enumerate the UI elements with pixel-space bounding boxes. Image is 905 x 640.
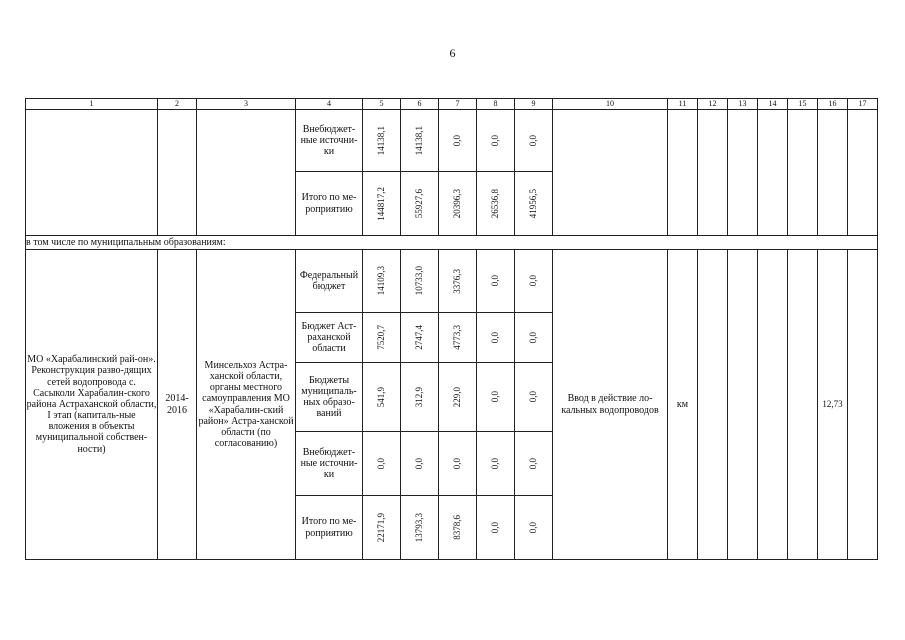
empty-cell: [788, 250, 818, 560]
amount-value: 0,0: [528, 521, 538, 534]
column-number: 6: [401, 99, 439, 110]
funding-source: Федеральный бюджет: [296, 250, 363, 313]
amount-value: 0,0: [490, 391, 500, 403]
amount-value: 0,0: [376, 457, 386, 470]
amount-value: 0,0: [528, 134, 538, 147]
amount-value: 14109,3: [376, 266, 386, 296]
column-number: 4: [296, 99, 363, 110]
column-number: 10: [553, 99, 668, 110]
funding-source: Внебюджет-ные источни-ки: [296, 110, 363, 172]
amount-value: 0,0: [452, 134, 462, 147]
amount-value: 8378,6: [452, 515, 462, 540]
column-number: 2: [158, 99, 197, 110]
empty-cell: [758, 110, 788, 236]
amount-value: 3376,3: [452, 268, 462, 294]
amount-value: 22171,9: [376, 512, 386, 543]
column-number: 12: [698, 99, 728, 110]
column-number: 17: [848, 99, 878, 110]
empty-cell: [788, 110, 818, 236]
funding-source: Внебюджет-ные источни-ки: [296, 432, 363, 496]
amount-value: 0,0: [528, 457, 538, 470]
column-number: 9: [515, 99, 553, 110]
period: 2014-2016: [158, 250, 197, 560]
amount-value: 14138,1: [414, 125, 424, 156]
indicator-cell: [553, 110, 668, 236]
section-row: [26, 236, 878, 250]
executor: Минсельхоз Астра-ханской области, органы местного самоуправления МО «Харабалин-ский район» Астра-ханской области (по согласованию): [197, 250, 296, 560]
page-number: 6: [449, 46, 456, 60]
amount-value: 55927,6: [414, 188, 424, 219]
amount-value: 0,0: [414, 457, 424, 470]
amount-value: 20396,3: [452, 188, 462, 219]
amount-value: 0,0: [490, 275, 500, 287]
program-table: [25, 98, 878, 560]
section-title: в том числе по муниципальным образованиям:: [26, 236, 878, 250]
empty-cell: [848, 110, 878, 236]
amount-value: 0,0: [490, 521, 500, 534]
amount-value: 10733,0: [414, 266, 424, 296]
amount-value: 0,0: [490, 134, 500, 147]
amount-value: 41956,5: [528, 188, 538, 219]
amount-value: 0,0: [490, 457, 500, 470]
target-value: 12,73: [818, 250, 848, 560]
funding-source: Бюджеты муниципаль-ных образо-ваний: [296, 363, 363, 432]
amount-value: 0,0: [528, 391, 538, 403]
column-number: 14: [758, 99, 788, 110]
amount-value: 7520,7: [376, 325, 386, 350]
unit: км: [668, 250, 698, 560]
column-number: 16: [818, 99, 848, 110]
empty-cell: [698, 250, 728, 560]
empty-cell: [758, 250, 788, 560]
empty-cell: [818, 110, 848, 236]
column-number: 5: [363, 99, 401, 110]
amount-value: 144817,2: [376, 186, 386, 221]
amount-value: 0,0: [452, 457, 462, 470]
empty-cell: [698, 110, 728, 236]
table-row: [26, 250, 878, 313]
column-number: 1: [26, 99, 158, 110]
amount-value: 0,0: [490, 331, 500, 344]
column-number: 15: [788, 99, 818, 110]
amount-value: 4773,3: [452, 325, 462, 350]
column-number: 11: [668, 99, 698, 110]
column-number: 7: [439, 99, 477, 110]
amount-value: 2747,4: [414, 325, 424, 350]
executor-cell: [197, 110, 296, 236]
measure-name-cell: [26, 110, 158, 236]
amount-value: 26536,8: [490, 188, 500, 219]
funding-source: Итого по ме-роприятию: [296, 496, 363, 560]
empty-cell: [728, 250, 758, 560]
indicator: Ввод в действие ло-кальных водопроводов: [553, 250, 668, 560]
column-number: 3: [197, 99, 296, 110]
amount-value: 14138,1: [376, 125, 386, 156]
unit-cell: [668, 110, 698, 236]
amount-value: 0,0: [528, 275, 538, 287]
funding-source: Бюджет Аст-раханской области: [296, 313, 363, 363]
amount-value: 229,0: [452, 386, 462, 408]
column-number-row: [26, 99, 878, 110]
empty-cell: [728, 110, 758, 236]
empty-cell: [848, 250, 878, 560]
amount-value: 13793,3: [414, 512, 424, 543]
period-cell: [158, 110, 197, 236]
table-row: [26, 110, 878, 172]
amount-value: 0,0: [528, 331, 538, 344]
column-number: 13: [728, 99, 758, 110]
measure-name: МО «Харабалинский рай-он». Реконструкция разво-дящих сетей водопровода с. Сасыколи Харабалин-ского района Астраханской области, I этап (капиталь-ные вложения в объекты муниципальной собствен-ности): [26, 250, 158, 560]
funding-source: Итого по ме-роприятию: [296, 172, 363, 236]
column-number: 8: [477, 99, 515, 110]
amount-value: 541,9: [376, 386, 386, 408]
amount-value: 312,9: [414, 386, 424, 408]
